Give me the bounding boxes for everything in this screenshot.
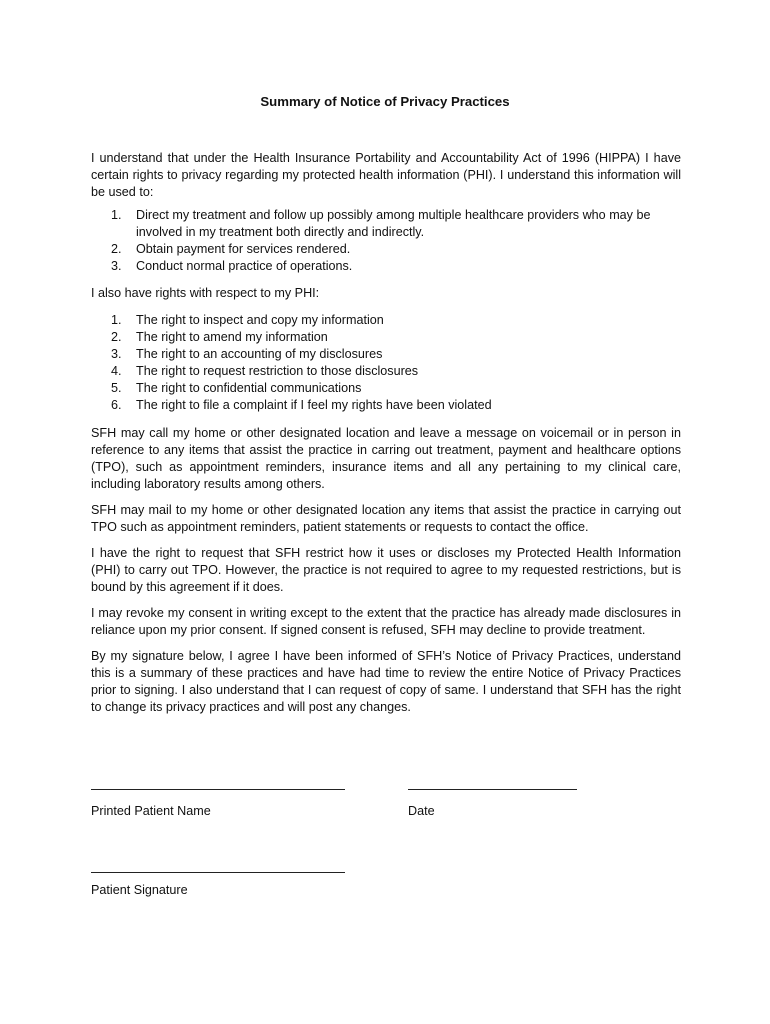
uses-list — [91, 207, 681, 275]
list-number: 3. — [111, 347, 122, 361]
list-number: 1. — [111, 208, 122, 222]
list-item — [91, 258, 681, 275]
rights-list — [91, 312, 681, 414]
list-text: The right to confidential communications — [136, 381, 362, 395]
list-text: Conduct normal practice of operations. — [136, 259, 353, 273]
date-line[interactable] — [408, 789, 577, 790]
paragraph-signature-agreement: By my signature below, I agree I have been informed of SFH’s Notice of Privacy Practices, understand this is a summary of these practices and have had time to review the entire Notice of Privacy Practices prior to signing. I also understand that I can request of copy of same. I understand that SFH has the right to change its privacy practices and will post any changes. — [91, 649, 681, 714]
list-text: The right to an accounting of my disclosures — [136, 347, 383, 361]
list-item — [91, 397, 681, 414]
list-number: 4. — [111, 364, 122, 378]
printed-name-label: Printed Patient Name — [91, 804, 211, 818]
list-text: The right to inspect and copy my information — [136, 313, 384, 327]
list-number: 2. — [111, 330, 122, 344]
paragraph-restriction: I have the right to request that SFH restrict how it uses or discloses my Protected Health Information (PHI) to carry out TPO. However, the practice is not required to agree to my requested restrictions, but is bound by this agreement if it does. — [91, 546, 681, 594]
paragraph-mail: SFH may mail to my home or other designated location any items that assist the practice in carrying out TPO such as appointment reminders, patient statements or requests to contact the office. — [91, 503, 681, 534]
list-text: The right to amend my information — [136, 330, 328, 344]
date-label: Date — [408, 804, 435, 818]
list-number: 3. — [111, 259, 122, 273]
rights-intro: I also have rights with respect to my PHI: — [91, 286, 320, 300]
list-item — [91, 207, 681, 241]
list-item — [91, 380, 681, 397]
list-item — [91, 312, 681, 329]
list-item — [91, 241, 681, 258]
list-text: The right to request restriction to those disclosures — [136, 364, 419, 378]
list-number: 6. — [111, 398, 122, 412]
list-item — [91, 346, 681, 363]
signature-section — [91, 770, 681, 910]
printed-name-line[interactable] — [91, 789, 345, 790]
list-text: Obtain payment for services rendered. — [136, 242, 351, 256]
list-item — [91, 329, 681, 346]
list-number: 1. — [111, 313, 122, 327]
document-body — [91, 150, 681, 725]
signature-label: Patient Signature — [91, 883, 188, 897]
list-text: Direct my treatment and follow up possibly among multiple healthcare providers who may be involved in my treatment both directly and indirectly. — [136, 208, 651, 239]
intro-paragraph: I understand that under the Health Insurance Portability and Accountability Act of 1996 (HIPPA) I have certain rights to privacy regarding my protected health information (PHI). I understand this information will be used to: — [91, 151, 681, 199]
list-number: 5. — [111, 381, 122, 395]
signature-line[interactable] — [91, 872, 345, 873]
list-text: The right to file a complaint if I feel my rights have been violated — [136, 398, 492, 412]
paragraph-contact-calls: SFH may call my home or other designated location and leave a message on voicemail or in person in reference to any items that assist the practice in carring out treatment, payment and healthcare options (TPO), such as appointment reminders, insurance items and all any pertaining to my clinical care, including laboratory results among others. — [91, 426, 681, 491]
list-item — [91, 363, 681, 380]
list-number: 2. — [111, 242, 122, 256]
page-title: Summary of Notice of Privacy Practices — [260, 94, 510, 109]
paragraph-revoke-consent: I may revoke my consent in writing except to the extent that the practice has already made disclosures in reliance upon my prior consent. If signed consent is refused, SFH may decline to provide treatment. — [91, 606, 681, 637]
